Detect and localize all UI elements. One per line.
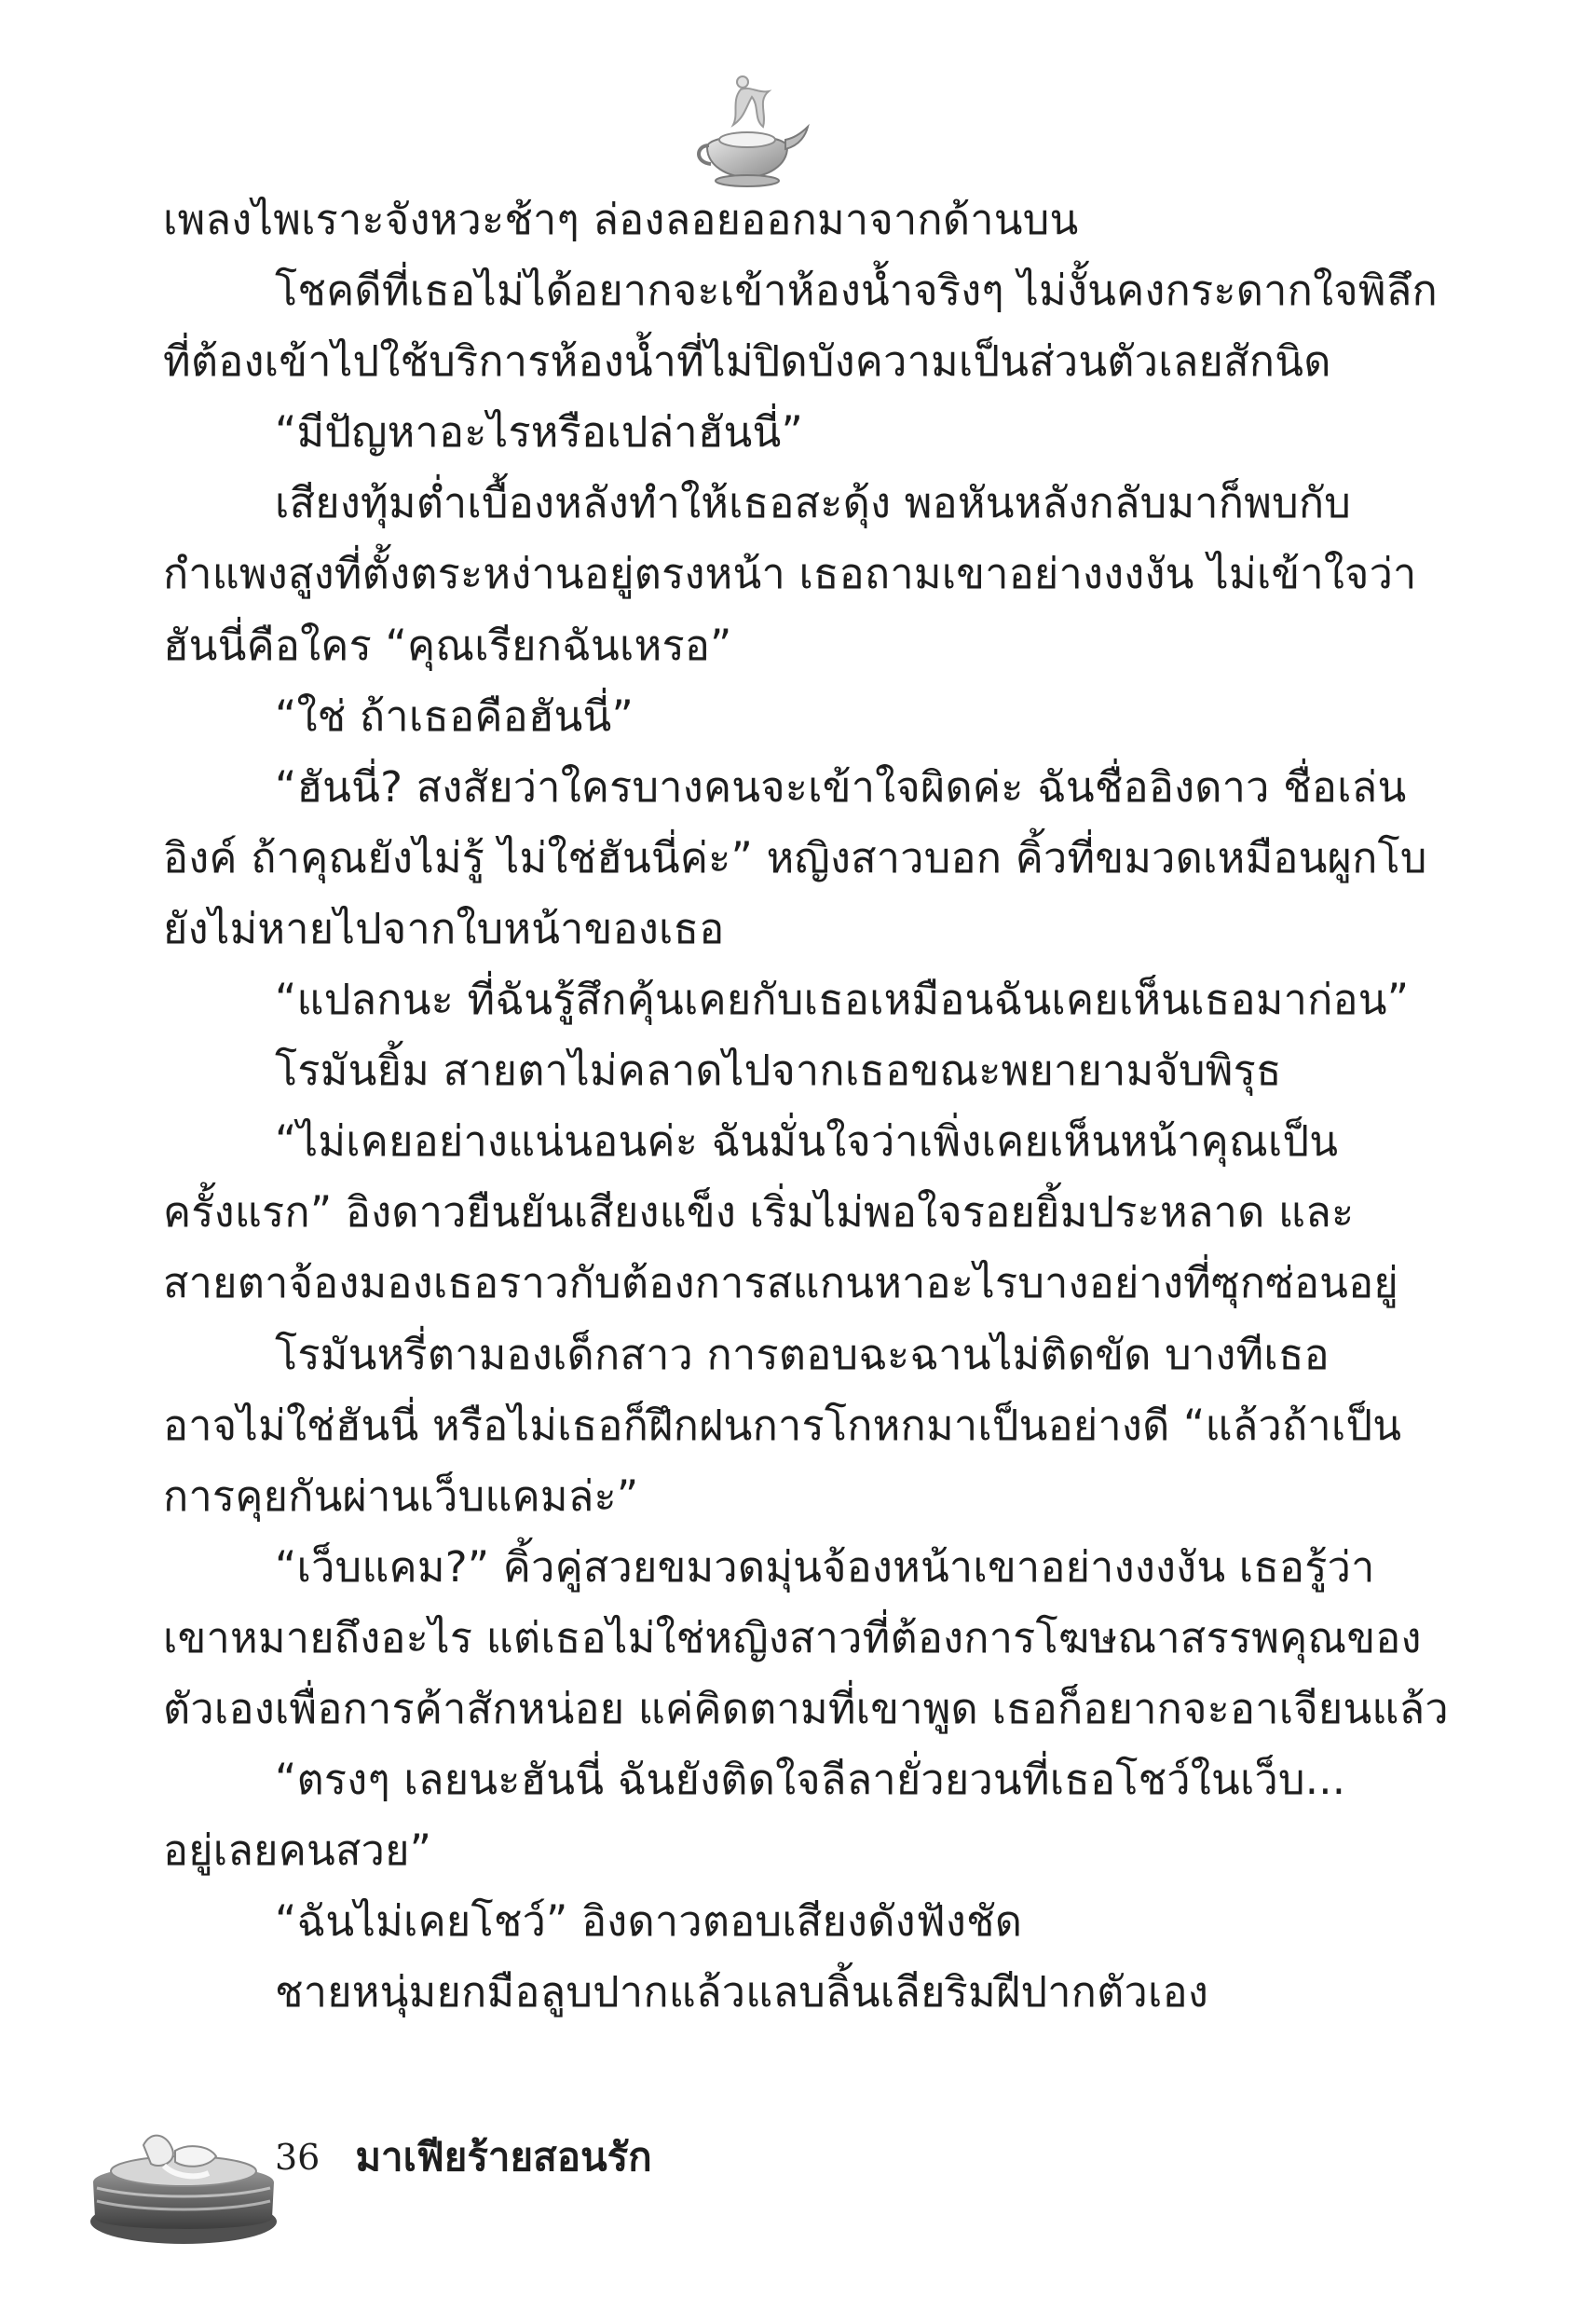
text-line: เสียงทุ้มต่ำเบื้องหลังทำให้เธอสะดุ้ง พอหันหลังกลับมาก็พบกับ	[275, 478, 1352, 528]
text-line: “ฮันนี่? สงสัยว่าใครบางคนจะเข้าใจผิดค่ะ ฉันชื่ออิงดาว ชื่อเล่น	[275, 761, 1407, 812]
text-line: ครั้งแรก” อิงดาวยืนยันเสียงแข็ง เริ่มไม่พอใจรอยยิ้มประหลาด และ	[163, 1187, 1355, 1238]
text-line: อาจไม่ใช่ฮันนี่ หรือไม่เธอก็ฝึกฝนการโกหกมาเป็นอย่างดี “แล้วถ้าเป็น	[163, 1400, 1402, 1450]
teapot-footer-icon	[86, 2108, 281, 2248]
text-line: การคุยกันผ่านเว็บแคมล่ะ”	[163, 1470, 639, 1521]
text-line: ยังไม่หายไปจากใบหน้าของเธอ	[163, 903, 725, 953]
text-line: ที่ต้องเข้าไปใช้บริการห้องน้ำที่ไม่ปิดบังความเป็นส่วนตัวเลยสักนิด	[163, 336, 1331, 387]
text-line: “มีปัญหาอะไรหรือเปล่าฮันนี่”	[275, 407, 803, 458]
text-line: “ฉันไม่เคยโชว์” อิงดาวตอบเสียงดังฟังชัด	[275, 1896, 1023, 1947]
text-line: อยู่เลยคนสวย”	[163, 1826, 432, 1876]
text-line: เขาหมายถึงอะไร แต่เธอไม่ใช่หญิงสาวที่ต้องการโฆษณาสรรพคุณของ	[163, 1612, 1422, 1662]
text-line: ชายหนุ่มยกมือลูบปากแล้วแลบลิ้นเลียริมฝีปากตัวเอง	[275, 1967, 1208, 2017]
text-line: เพลงไพเราะจังหวะช้าๆ ล่องลอยออกมาจากด้านบน	[163, 195, 1079, 244]
book-title: มาเฟียร้ายสอนรัก	[355, 2134, 652, 2180]
text-line: ตัวเองเพื่อการค้าสักหน่อย แค่คิดตามที่เขาพูด เธอก็อยากจะอาเจียนแล้ว	[163, 1683, 1449, 1733]
text-line: อิงค์ ถ้าคุณยังไม่รู้ ไม่ใช่ฮันนี่ค่ะ” หญิงสาวบอก คิ้วที่ขมวดเหมือนผูกโบ	[163, 832, 1427, 882]
text-line: ฮันนี่คือใคร “คุณเรียกฉันเหรอ”	[163, 620, 732, 670]
text-line: โชคดีที่เธอไม่ได้อยากจะเข้าห้องน้ำจริงๆ ไม่งั้นคงกระดากใจพิลึก	[275, 266, 1438, 316]
text-line: กำแพงสูงที่ตั้งตระหง่านอยู่ตรงหน้า เธอถามเขาอย่างงงงัน ไม่เข้าใจว่า	[163, 549, 1417, 599]
text-line: “ใช่ ถ้าเธอคือฮันนี่”	[275, 691, 634, 741]
page-footer	[275, 2125, 652, 2190]
text-line: โรมันยิ้ม สายตาไม่คลาดไปจากเธอขณะพยายามจับพิรุธ	[275, 1046, 1282, 1096]
text-line: “แปลกนะ ที่ฉันรู้สึกคุ้นเคยกับเธอเหมือนฉันเคยเห็นเธอมาก่อน”	[275, 975, 1410, 1025]
text-line: “ไม่เคยอย่างแน่นอนค่ะ ฉันมั่นใจว่าเพิ่งเคยเห็นหน้าคุณเป็น	[275, 1116, 1339, 1167]
text-line: สายตาจ้องมองเธอราวกับต้องการสแกนหาอะไรบางอย่างที่ซุกซ่อนอยู่	[163, 1258, 1398, 1308]
story-text	[163, 185, 1449, 2028]
text-line: “ตรงๆ เลยนะฮันนี่ ฉันยังติดใจลีลายั่วยวนที่เธอโชว์ในเว็บ...	[275, 1755, 1346, 1805]
page-number: 36	[275, 2137, 321, 2178]
text-line: “เว็บแคม?” คิ้วคู่สวยขมวดมุ่นจ้องหน้าเขาอย่างงงงัน เธอรู้ว่า	[275, 1541, 1375, 1592]
text-line: โรมันหรี่ตามองเด็กสาว การตอบฉะฉานไม่ติดขัด บางทีเธอ	[275, 1329, 1330, 1379]
teapot-ornament-icon	[685, 73, 815, 192]
